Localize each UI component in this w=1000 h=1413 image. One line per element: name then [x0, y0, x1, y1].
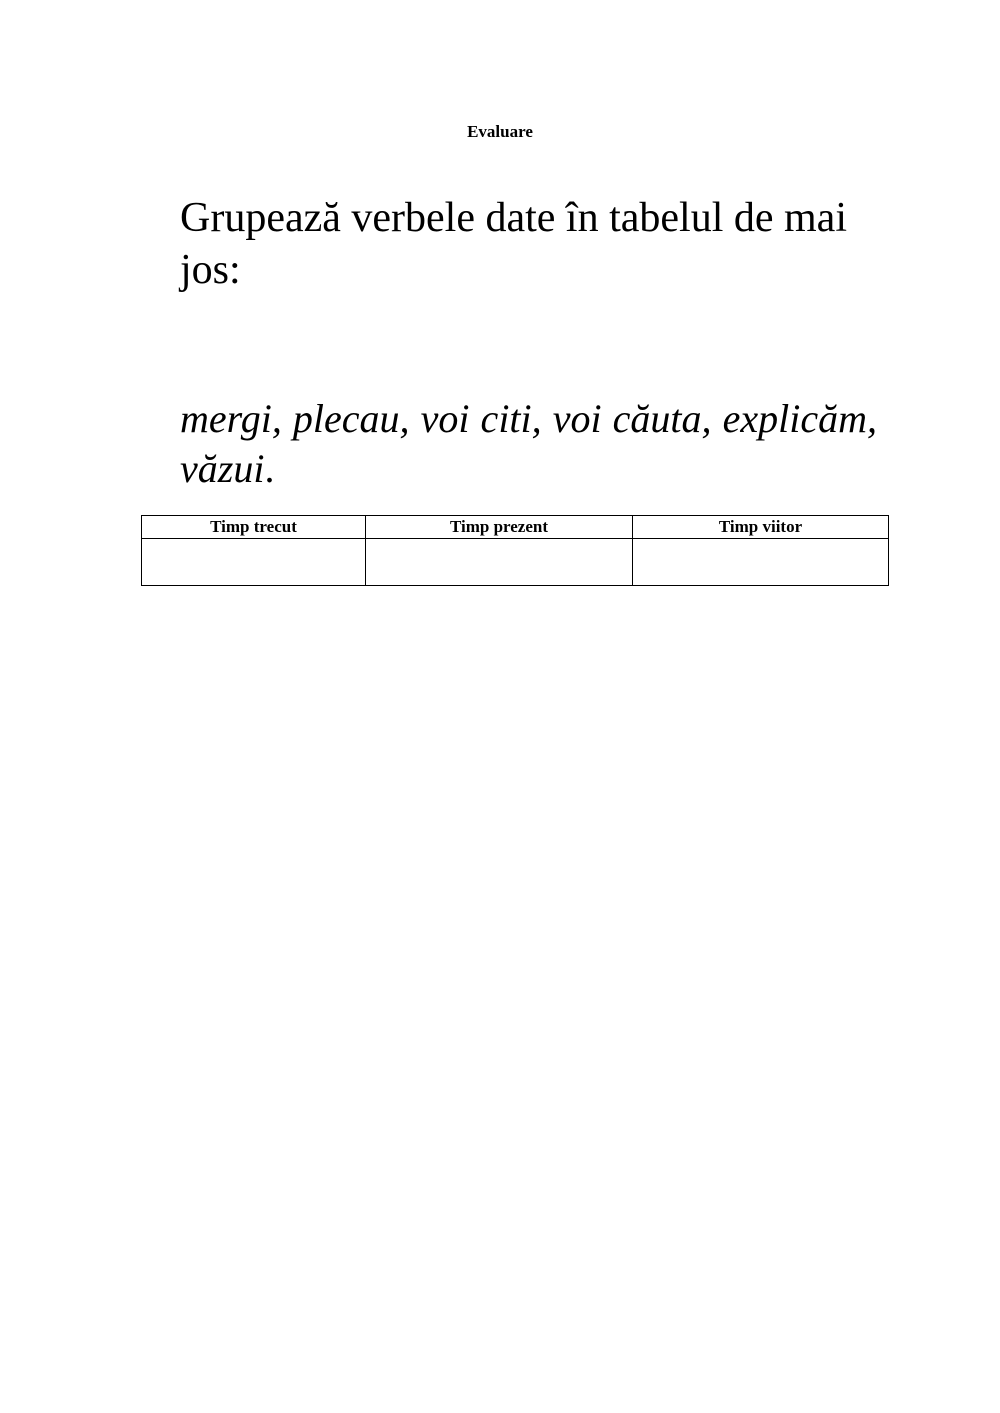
cell-timp-prezent[interactable] [366, 539, 633, 586]
table-header-row [142, 516, 889, 539]
table-row [142, 539, 889, 586]
verb-list-words: mergi, plecau, voi citi, voi căuta, explicăm, văzui [180, 396, 877, 491]
verb-list [180, 394, 877, 494]
header-timp-viitor: Timp viitor [633, 516, 889, 539]
header-timp-prezent: Timp prezent [366, 516, 633, 539]
cell-timp-trecut[interactable] [142, 539, 366, 586]
instruction-text: Grupează verbele date în tabelul de mai jos: [180, 195, 847, 293]
page-heading: Evaluare [467, 122, 533, 141]
answer-table [141, 515, 889, 586]
cell-timp-viitor[interactable] [633, 539, 889, 586]
verb-list-terminator: . [264, 446, 275, 491]
header-timp-trecut: Timp trecut [142, 516, 366, 539]
